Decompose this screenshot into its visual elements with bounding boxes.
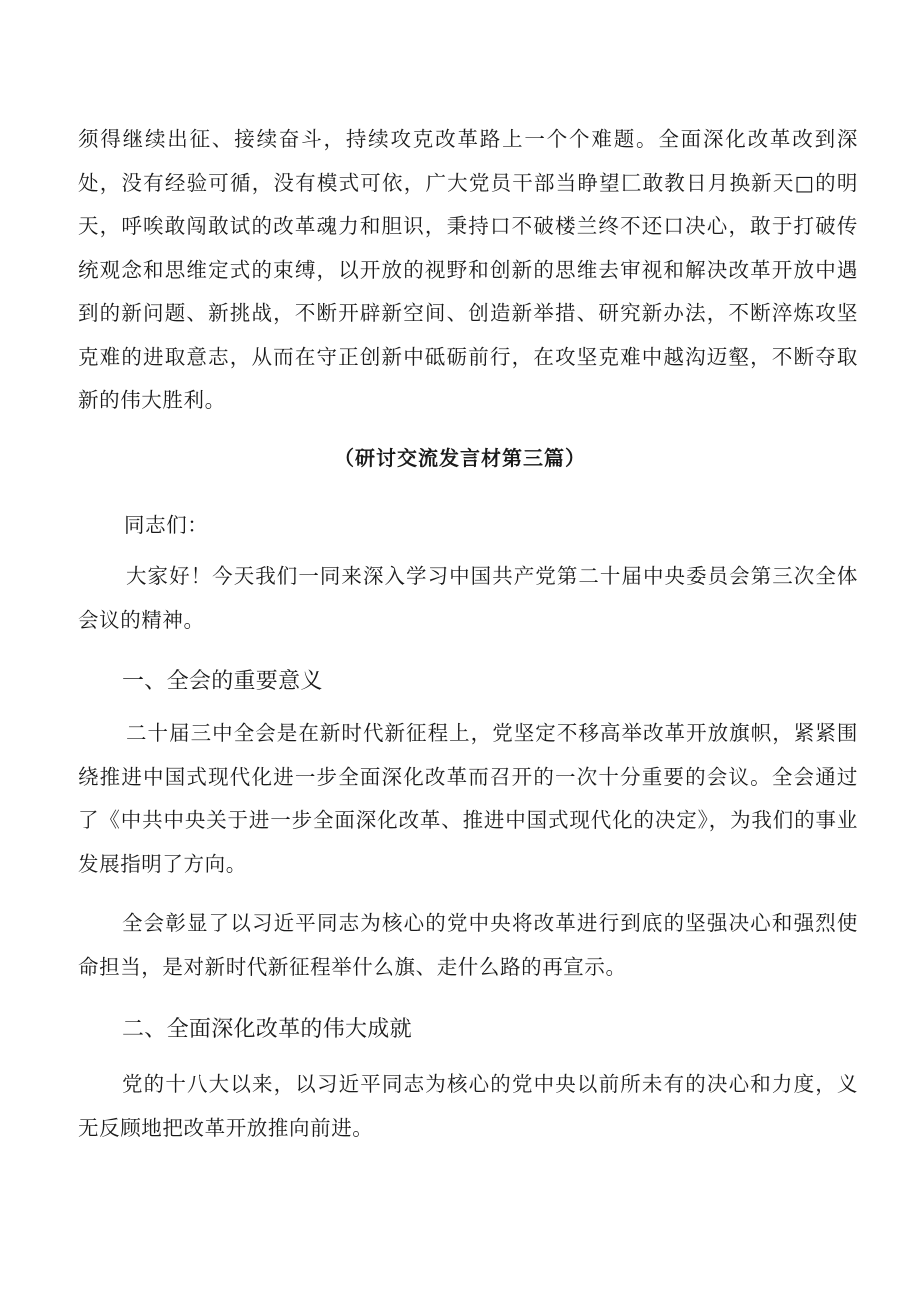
salutation: 同志们： xyxy=(124,513,209,537)
paragraph-mission: 全会彰显了以习近平同志为核心的党中央将改革进行到底的坚强决心和强烈使命担当，是对新时代新征程举什么旗、走什么路的再宣示。 xyxy=(78,911,858,979)
greeting-paragraph: 大家好！今天我们一同来深入学习中国共产党第二十届中央委员会第三次全体会议的精神。 xyxy=(78,564,858,632)
intro-paragraph: 须得继续出征、接续奋斗，持续攻克改革路上一个个难题。全面深化改革改到深处，没有经验可循，没有模式可依，广大党员干部当睁望匚敢教日月换新天□的明天，呼唉敢闯敢试的改革魂力和胆识，秉持口不破楼兰终不还口决心，敢于打破传统观念和思维定式的束缚，以开放的视野和创新的思维去审视和解决改革开放中遇到的新问题、新挑战，不断开辟新空间、创造新举措、研究新办法，不断淬炼攻坚克难的进取意志，从而在守正创新中砥砺前行，在攻坚克难中越沟迈壑，不断夺取新的伟大胜利。 xyxy=(78,127,858,412)
heading-significance: 一、全会的重要意义 xyxy=(122,669,323,694)
paragraph-significance: 二十届三中全会是在新时代新征程上，党坚定不移高举改革开放旗帜，紧紧围绕推进中国式现代化进一步全面深化改革而召开的一次十分重要的会议。全会通过了《中共中央关于进一步全面深化改革、推进中国式现代化的决定》，为我们的事业发展指明了方向。 xyxy=(78,721,858,876)
paragraph-achievements: 党的十八大以来，以习近平同志为核心的党中央以前所未有的决心和力度，义无反顾地把改革开放推向前进。 xyxy=(78,1072,858,1140)
section-title: （研讨交流发言材第三篇） xyxy=(334,446,586,470)
heading-achievements: 二、全面深化改革的伟大成就 xyxy=(122,1017,412,1042)
